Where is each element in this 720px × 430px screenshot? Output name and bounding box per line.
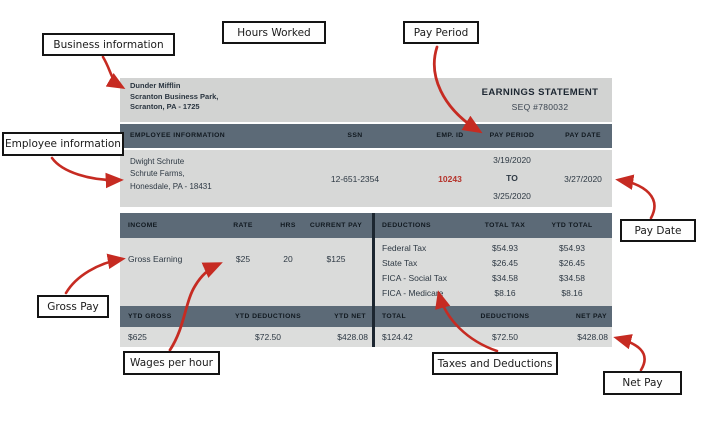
company-address-line1: Scranton Business Park, — [130, 91, 219, 101]
hrs-header: HRS — [280, 222, 296, 229]
earnings-statement — [120, 78, 612, 347]
emp-id-value: 10243 — [438, 174, 462, 184]
callout-net-pay: Net Pay — [603, 371, 682, 395]
arrow-gross-pay — [66, 259, 122, 293]
totals-header-bar — [120, 306, 612, 327]
deduction-row-total-tax: $26.45 — [492, 258, 518, 268]
ytd-gross-header: YTD GROSS — [128, 313, 172, 320]
callout-wages-per-hour: Wages per hour — [123, 351, 220, 375]
ytd-net-value: $428.08 — [337, 332, 368, 342]
deductions-header: DEDUCTIONS — [382, 222, 431, 229]
company-info — [130, 81, 218, 113]
pay-period-to: TO — [506, 173, 518, 183]
deduction-row-ytd-total: $26.45 — [559, 258, 585, 268]
callout-pay-date: Pay Date — [620, 219, 696, 242]
deduction-row-label: Federal Tax — [382, 243, 427, 253]
deduction-row-total-tax: $34.58 — [492, 273, 518, 283]
total-tax-header: TOTAL TAX — [484, 222, 526, 229]
deductions-footer-header: DEDUCTIONS — [480, 313, 530, 320]
col-employee-information: EMPLOYEE INFORMATION — [130, 132, 226, 139]
income-row-label: Gross Earning — [128, 254, 183, 264]
ytd-total-header: YTD TOTAL — [551, 222, 593, 229]
ytd-deductions-value: $72.50 — [255, 332, 281, 342]
employee-address-line1: Schrute Farms, — [130, 169, 185, 179]
tables-header-bar — [120, 213, 612, 238]
arrow-employee-information — [52, 158, 120, 180]
ytd-gross-value: $625 — [128, 332, 147, 342]
col-ssn: SSN — [347, 132, 363, 139]
deduction-row-ytd-total: $34.58 — [559, 273, 585, 283]
current-pay-header: CURRENT PAY — [309, 222, 363, 229]
employee-address-line2: Honesdale, PA - 18431 — [130, 181, 212, 191]
employee-address — [130, 156, 212, 193]
deduction-row-total-tax: $54.93 — [492, 243, 518, 253]
arrow-pay-date — [619, 180, 654, 218]
statement-seq: SEQ #780032 — [511, 102, 569, 112]
deduction-row-label: FICA - Social Tax — [382, 273, 448, 283]
deduction-row-ytd-total: $8.16 — [561, 288, 583, 298]
totals-values-row — [120, 327, 612, 347]
company-address-line2: Scranton, PA - 1725 — [130, 102, 200, 111]
income-row-hrs: 20 — [283, 254, 293, 264]
callout-taxes-and-deductions: Taxes and Deductions — [432, 352, 558, 375]
col-pay-date: PAY DATE — [565, 132, 601, 139]
net-pay-value: $428.08 — [577, 332, 608, 342]
pay-period-end: 3/25/2020 — [493, 191, 531, 201]
deduction-row-total-tax: $8.16 — [494, 288, 516, 298]
info-header-bar — [120, 124, 612, 148]
deductions-footer-value: $72.50 — [492, 332, 518, 342]
col-emp-id: EMP. ID — [436, 132, 464, 139]
deduction-row-label: State Tax — [382, 258, 418, 268]
callout-hours-worked: Hours Worked — [222, 21, 326, 44]
callout-pay-period: Pay Period — [403, 21, 479, 44]
net-pay-header: NET PAY — [575, 313, 607, 320]
company-name: Dunder Mifflin — [130, 81, 181, 90]
ytd-deductions-header: YTD DEDUCTIONS — [234, 313, 302, 320]
col-pay-period: PAY PERIOD — [489, 132, 535, 139]
callout-gross-pay: Gross Pay — [37, 295, 109, 318]
rate-header: RATE — [233, 222, 253, 229]
employee-row — [120, 150, 612, 207]
deduction-row-label: FICA - Medicare — [382, 288, 444, 298]
deduction-row-ytd-total: $54.93 — [559, 243, 585, 253]
income-row-current-pay: $125 — [326, 254, 346, 264]
pay-period-start: 3/19/2020 — [493, 155, 531, 165]
income-header: INCOME — [128, 222, 158, 229]
callout-business-information: Business information — [42, 33, 175, 56]
employee-name: Dwight Schrute — [130, 157, 185, 166]
arrow-net-pay — [617, 338, 645, 370]
statement-top-section — [120, 78, 612, 122]
statement-title: EARNINGS STATEMENT — [481, 87, 599, 98]
pay-date-value: 3/27/2020 — [564, 174, 602, 184]
ytd-net-header: YTD NET — [334, 313, 366, 320]
callout-employee-information: Employee information — [2, 132, 124, 156]
tables-body — [120, 238, 612, 306]
table-divider-line — [372, 213, 375, 347]
total-value: $124.42 — [382, 332, 413, 342]
income-row-rate: $25 — [235, 254, 251, 264]
ssn-value: 12-651-2354 — [330, 174, 380, 184]
total-header: TOTAL — [382, 313, 407, 320]
